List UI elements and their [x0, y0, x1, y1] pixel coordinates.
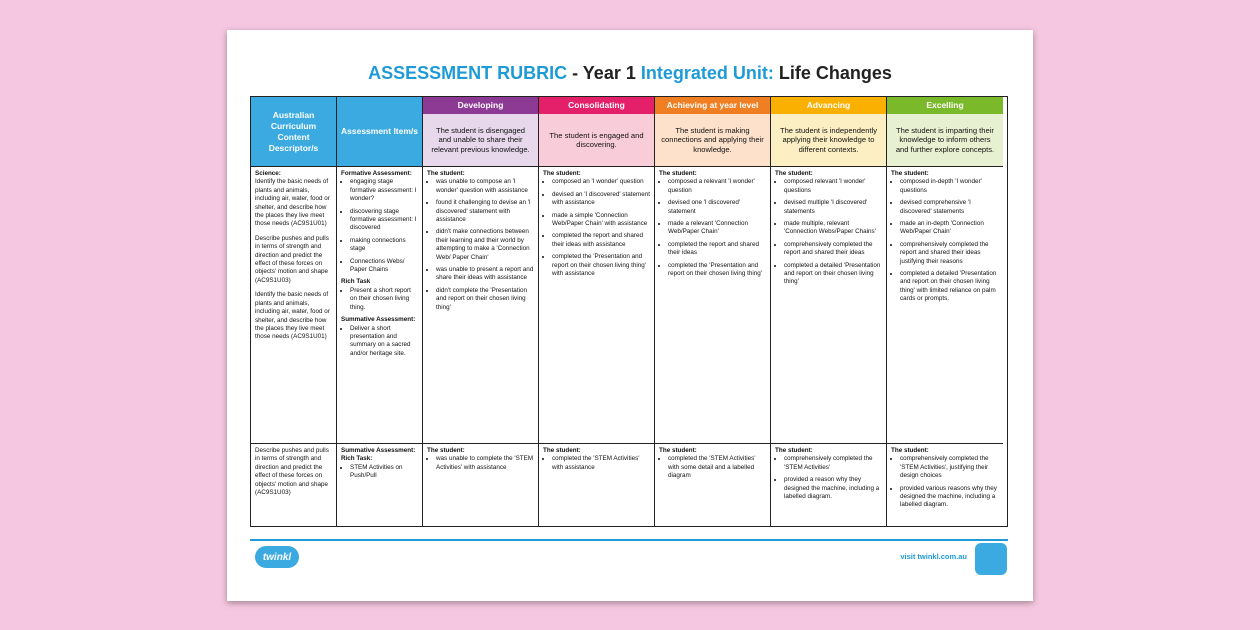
criteria-list: [543, 178, 650, 278]
header-level-advancing: [771, 97, 887, 167]
list-item: • completed the report and shared their ideas: [668, 241, 766, 258]
row2-assessment-items-cell: [337, 444, 423, 526]
cell-intro: The student:: [427, 170, 465, 177]
rich-task-title: Rich Task: [341, 278, 371, 286]
curriculum-descriptor: Identify the basic needs of plants and animals, including air, water, food or shelter, and describe how the places they live meet those needs (AC9S1U01): [255, 178, 330, 228]
title-part-3: Life Changes: [773, 63, 892, 83]
cell-intro: The student:: [427, 447, 465, 454]
row2-advancing-cell: [771, 444, 887, 526]
cell-intro: The student:: [775, 447, 813, 454]
cell-intro: The student:: [775, 170, 813, 177]
list-item: • didn't complete the 'Presentation and report on their chosen living thing': [436, 287, 534, 312]
list-item: • Present a short report on their chosen living thing.: [350, 287, 418, 312]
header-level-developing: [423, 97, 539, 167]
cell-intro: The student:: [543, 447, 581, 454]
level-label: Advancing: [771, 97, 886, 114]
list-item: • provided various reasons why they designed the machine, including a labelled diagram.: [900, 485, 999, 510]
header-curriculum: Australian Curriculum Content Descriptor/s: [251, 97, 337, 167]
criteria-list: [659, 178, 766, 278]
criteria-list: [427, 178, 534, 312]
list-item: • composed an 'I wonder' question: [552, 178, 650, 186]
level-label: Consolidating: [539, 97, 654, 114]
curriculum-descriptor: Identify the basic needs of plants and animals, including air, water, food or shelter, and describe how the places they live meet those needs (AC9S1U01): [255, 291, 330, 341]
rich-task-list: [341, 464, 418, 481]
list-item: • made a simple 'Connection Web/Paper Chain' with assistance: [552, 212, 650, 229]
row1-excelling-cell: [887, 167, 1003, 444]
cell-intro: The student:: [891, 447, 929, 454]
list-item: • composed a relevant 'I wonder' question: [668, 178, 766, 195]
curriculum-descriptor: Describe pushes and pulls in terms of strength and direction and predict the effect of these forces on objects' motion and shape (AC9S1U03): [255, 234, 329, 284]
list-item: • Deliver a short presentation and summary on a sacred and/or heritage site.: [350, 325, 418, 359]
rich-task-list: [341, 287, 418, 312]
list-item: • didn't make connections between their learning and their world by attempting to make a 'Connection Web/ Paper Chain': [436, 228, 534, 262]
list-item: • Connections Webs/ Paper Chains: [350, 258, 418, 275]
list-item: • comprehensively completed the report and shared their ideas: [784, 241, 882, 258]
list-item: • composed relevant 'I wonder' questions: [784, 178, 882, 195]
level-description: The student is independently applying their knowledge to different contexts.: [771, 114, 886, 166]
criteria-list: [775, 178, 882, 286]
row1-curriculum-cell: [251, 167, 337, 444]
visit-link[interactable]: visit twinkl.com.au: [900, 552, 967, 561]
list-item: • was unable to present a report and share their ideas with assistance: [436, 266, 534, 283]
criteria-list: [891, 178, 999, 303]
list-item: • made an in-depth 'Connection Web/Paper Chain': [900, 220, 999, 237]
criteria-list: [891, 455, 999, 509]
list-item: • made multiple, relevant 'Connection Webs/Paper Chains': [784, 220, 882, 237]
footer-divider: [250, 539, 1008, 541]
twinkl-logo[interactable]: twinkl: [255, 546, 299, 568]
list-item: • completed a detailed 'Presentation and report on their chosen living thing': [784, 262, 882, 287]
row2-excelling-cell: [887, 444, 1003, 526]
row2-developing-cell: [423, 444, 539, 526]
list-item: • making connections stage: [350, 237, 418, 254]
list-item: • comprehensively completed the report and shared their ideas justifying their reasons: [900, 241, 999, 266]
header-level-achieving: [655, 97, 771, 167]
page-title: [227, 63, 1033, 84]
list-item: • found it challenging to devise an 'I discovered' statement with assistance: [436, 199, 534, 224]
level-description: The student is imparting their knowledge to inform others and further explore concepts.: [887, 114, 1003, 166]
criteria-list: [775, 455, 882, 501]
cell-intro: The student:: [659, 447, 697, 454]
list-item: • devised multiple 'I discovered' statements: [784, 199, 882, 216]
criteria-list: [659, 455, 766, 480]
row1-achieving-cell: [655, 167, 771, 444]
list-item: • made a relevant 'Connection Web/Paper Chain': [668, 220, 766, 237]
list-item: • completed a detailed 'Presentation and report on their chosen living thing' with limited reliance on palm cards or prompts.: [900, 270, 999, 304]
formative-title: Formative Assessment:: [341, 170, 412, 177]
list-item: • provided a reason why they designed the machine, including a labelled diagram.: [784, 476, 882, 501]
list-item: • completed the 'STEM Activities' with some detail and a labelled diagram: [668, 455, 766, 480]
title-part-2: Integrated Unit:: [640, 63, 774, 83]
title-part-1: ASSESSMENT RUBRIC: [368, 63, 568, 83]
twinkl-badge-icon: [975, 543, 1007, 575]
row1-consolidating-cell: [539, 167, 655, 444]
summative-title: Summative Assessment:: [341, 316, 416, 324]
list-item: • was unable to compose an 'I wonder' question with assistance: [436, 178, 534, 195]
summative-title: Summative Assessment:: [341, 447, 416, 454]
cell-intro: The student:: [891, 170, 929, 177]
level-label: Developing: [423, 97, 538, 114]
row1-advancing-cell: [771, 167, 887, 444]
list-item: • completed the report and shared their ideas with assistance: [552, 232, 650, 249]
curriculum-descriptor: Describe pushes and pulls in terms of strength and direction and predict the effect of these forces on objects' motion and shape (AC9S1U03): [255, 447, 329, 497]
list-item: • composed in-depth 'I wonder' questions: [900, 178, 999, 195]
list-item: • devised comprehensive 'I discovered' statements: [900, 199, 999, 216]
list-item: • devised one 'I discovered' statement: [668, 199, 766, 216]
list-item: • STEM Activities on Push/Pull: [350, 464, 418, 481]
list-item: • discovering stage formative assessment: I discovered: [350, 208, 418, 233]
header-assessment-items: Assessment Item/s: [337, 97, 423, 167]
row1-assessment-items-cell: [337, 167, 423, 444]
row2-consolidating-cell: [539, 444, 655, 526]
header-level-consolidating: [539, 97, 655, 167]
list-item: • was unable to complete the 'STEM Activities' with assistance: [436, 455, 534, 472]
rich-task-title: Rich Task:: [341, 455, 373, 463]
row1-developing-cell: [423, 167, 539, 444]
list-item: • completed the 'Presentation and report on their chosen living thing': [668, 262, 766, 279]
level-label: Excelling: [887, 97, 1003, 114]
list-item: • comprehensively completed the 'STEM Activities': [784, 455, 882, 472]
formative-list: [341, 178, 418, 274]
row2-achieving-cell: [655, 444, 771, 526]
title-separator: - Year 1: [567, 63, 641, 83]
summative-list: [341, 325, 418, 359]
list-item: • devised an 'I discovered' statement with assistance: [552, 191, 650, 208]
row2-curriculum-cell: [251, 444, 337, 526]
header-level-excelling: [887, 97, 1003, 167]
criteria-list: [427, 455, 534, 472]
rubric-sheet: [227, 30, 1033, 601]
level-description: The student is engaged and discovering.: [539, 114, 654, 166]
level-description: The student is disengaged and unable to share their relevant previous knowledge.: [423, 114, 538, 166]
curriculum-heading: Science:: [255, 170, 281, 177]
list-item: • completed the 'Presentation and report on their chosen living thing' with assistance: [552, 253, 650, 278]
list-item: • comprehensively completed the 'STEM Activities', justifying their design choices: [900, 455, 999, 480]
level-label: Achieving at year level: [655, 97, 770, 114]
cell-intro: The student:: [659, 170, 697, 177]
level-description: The student is making connections and applying their knowledge.: [655, 114, 770, 166]
criteria-list: [543, 455, 650, 472]
cell-intro: The student:: [543, 170, 581, 177]
rubric-table: [250, 96, 1008, 527]
list-item: • completed the 'STEM Activities' with assistance: [552, 455, 650, 472]
list-item: • engaging stage formative assessment: I wonder?: [350, 178, 418, 203]
